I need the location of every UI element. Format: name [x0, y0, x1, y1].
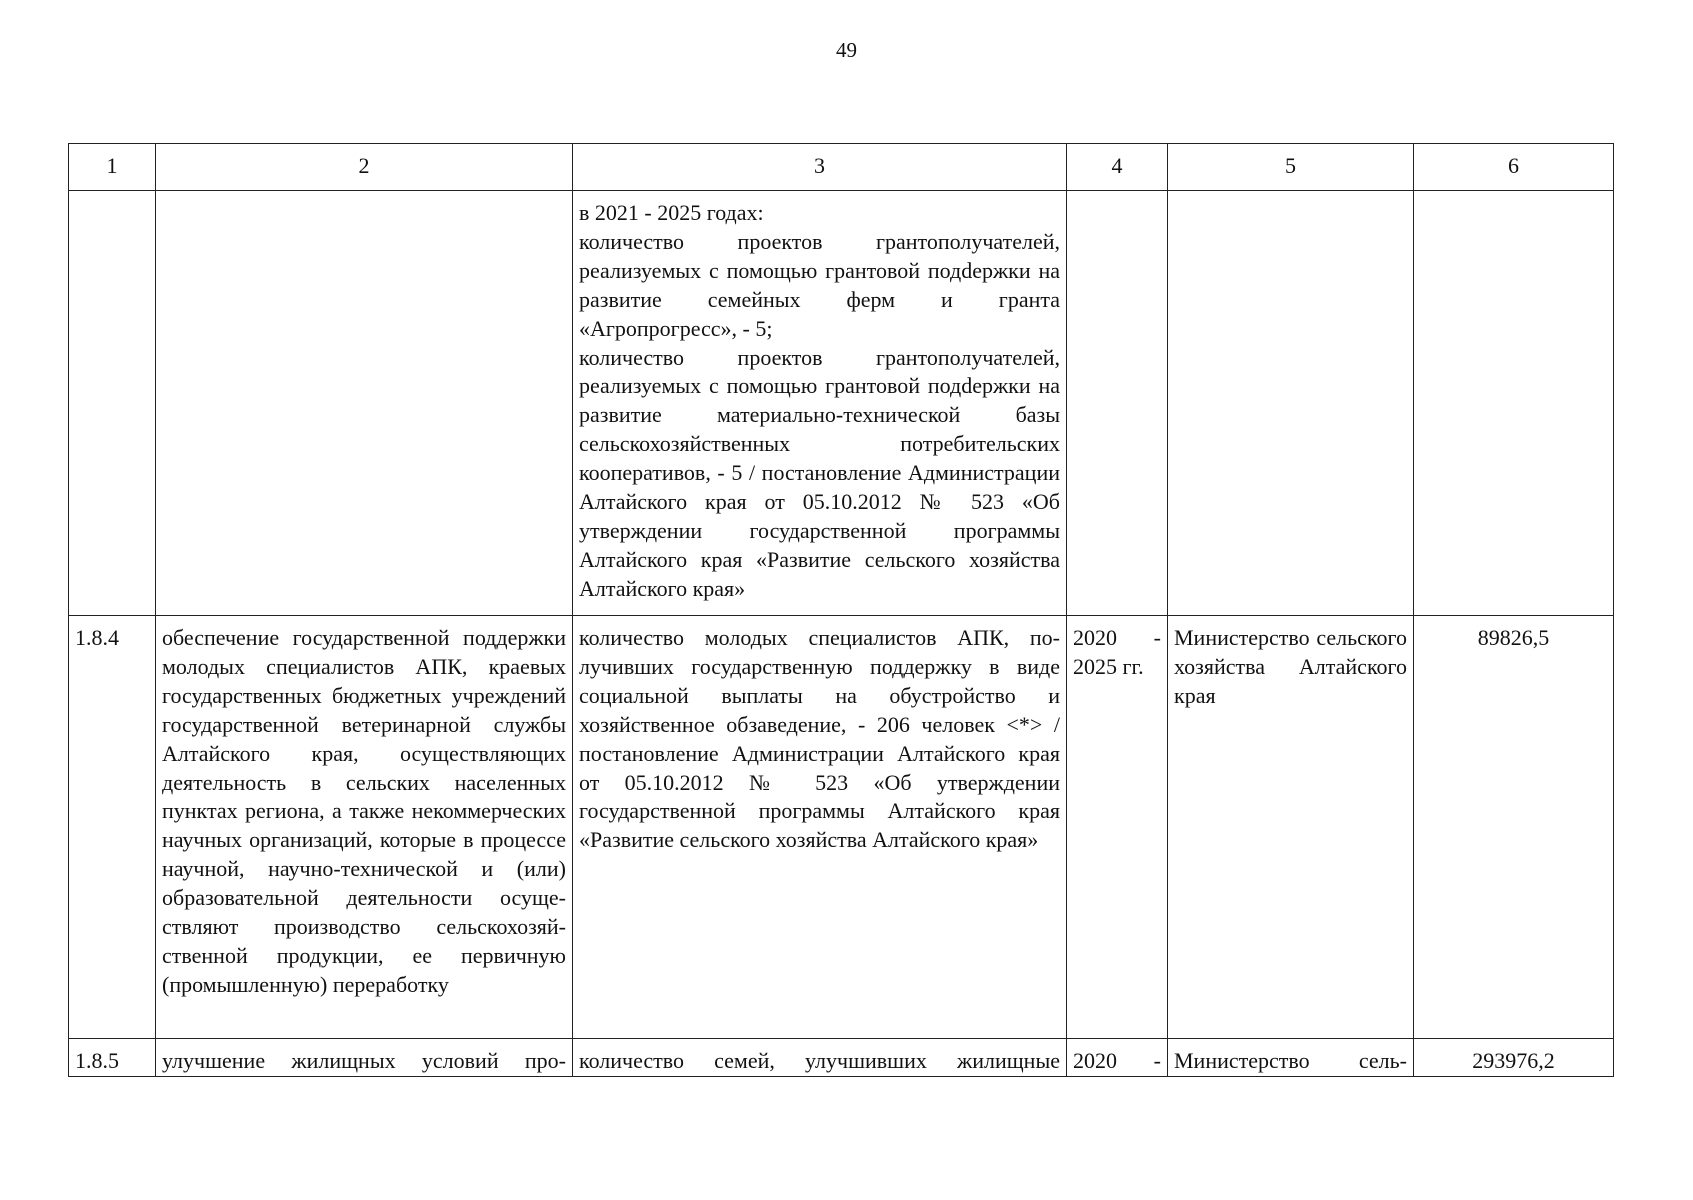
row-number: 1.8.5: [69, 1039, 156, 1077]
header-col-3: 3: [573, 144, 1067, 191]
executor: Министерство сель-: [1168, 1039, 1414, 1077]
row-number: 1.8.4: [69, 616, 156, 1039]
measures-table: [68, 143, 1614, 1077]
table-row: [69, 1039, 1614, 1077]
period: [1067, 191, 1168, 616]
row-number: [69, 191, 156, 616]
page-number: 49: [836, 38, 857, 62]
header-col-4: 4: [1067, 144, 1168, 191]
measure-name: улучшение жилищных условий про-: [156, 1039, 573, 1077]
header-col-2: 2: [156, 144, 573, 191]
amount: 293976,2: [1414, 1039, 1614, 1077]
measure-name: обеспечение государственной поддержки молодых специалистов АПК, краевых государственных бюджетных учреждений государственной ветеринарной службы Алтайского края, осуществляющих деятельность в сельских населенных пунктах региона, а также некоммерческих научных организаций, которые в процессе научной, научно-технической и (или) образовательной деятельности осуществляют производство сельскохозяйственной продукции, ее первичную (промышленную) переработку: [156, 616, 573, 1039]
header-col-6: 6: [1414, 144, 1614, 191]
amount: 89826,5: [1414, 616, 1614, 1039]
indicator-text: количество молодых специалистов АПК, получивших государственную поддержку в виде социальной выплаты на обустройство и хозяйственное обзаведение, - 206 человек <*> / постановление Администрации Алтайского края от 05.10.2012 № 523 «Об утверждении государственной программы Алтайского края «Развитие сельского хозяйства Алтайского края»: [573, 616, 1067, 1039]
executor: Министерство сельского хозяйства Алтайского края: [1168, 616, 1414, 1039]
header-col-5: 5: [1168, 144, 1414, 191]
period: 2020 - 2025 гг.: [1067, 616, 1168, 1039]
executor: [1168, 191, 1414, 616]
table-row: [69, 191, 1614, 616]
period: 2020 -: [1067, 1039, 1168, 1077]
header-col-1: 1: [69, 144, 156, 191]
indicator-text: в 2021 - 2025 годах: количество проектов грантополучателей, реализуемых с помощью грантовой подdержки на развитие семейных ферм и гранта «Агропрогресс», - 5; количество проектов грантополучателей, реализуемых с помощью грантовой подdержки на развитие материально-технической базы сельскохозяйственных потребительских кооперативов, - 5 / постановление Администрации Алтайского края от 05.10.2012 № 523 «Об утверждении государственной программы Алтайского края «Развитие сельского хозяйства Алтайского края»: [573, 191, 1067, 616]
table-row: [69, 616, 1614, 1039]
table-header-row: [69, 144, 1614, 191]
measure-name: [156, 191, 573, 616]
indicator-text: количество семей, улучшивших жилищные: [573, 1039, 1067, 1077]
amount: [1414, 191, 1614, 616]
